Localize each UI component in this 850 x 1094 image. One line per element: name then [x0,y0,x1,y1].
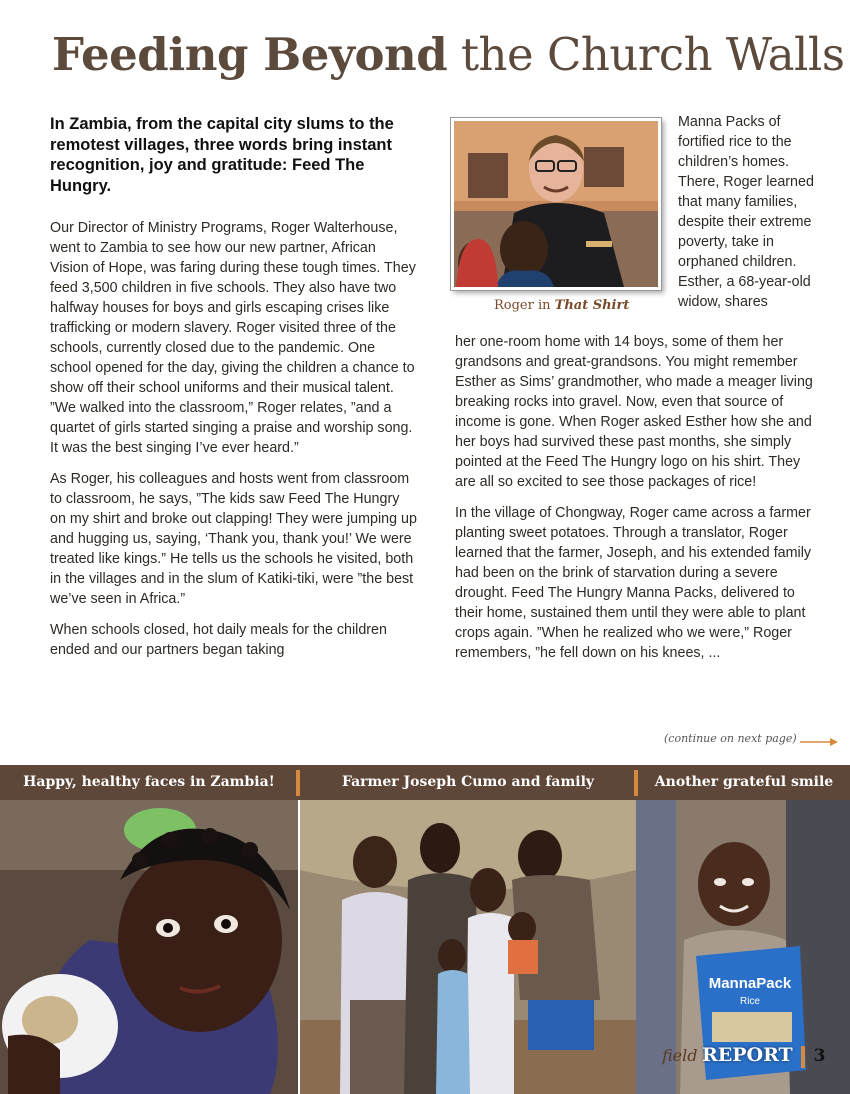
caption-prefix: Roger in [494,298,555,313]
page-footer [662,1044,825,1074]
roger-photo-caption [494,298,629,313]
footer-field: field [662,1046,698,1065]
paragraph: In the village of Chongway, Roger came across a farmer planting sweet potatoes. Through a translator, Roger learned that the farmer, Joseph, and his extended family had been on the brink of starvation during a severe drought. Feed The Hungry Manna Packs, delivered to their home, sustained them until they were able to plant crops again. ”When he realized who we were,” Roger remembers, ”he fell down on his knees, ... [455,505,812,661]
page-number: 3 [813,1046,826,1066]
arrow-right-icon [800,738,838,746]
paragraph: When schools closed, hot daily meals for the children ended and our partners began taking [50,622,387,658]
bag-sub-text: Rice [739,996,761,1007]
page-title [52,28,844,81]
right-column [455,332,819,674]
title-bold: Feeding Beyond [52,28,448,81]
paragraph: As Roger, his colleagues and hosts went from classroom to classroom, he says, ”The kids saw Feed The Hungry on my shirt and broke out clapping! They were jumping up and hugging us, saying, ‘Thank you, thank you!’ We were treated like kings.” He tells us the schools he visited, both in the villages and in the slum of Katiki-tiki, were ”the best we’ve seen in Africa.” [50,471,417,607]
title-rest: the Church Walls [447,28,845,81]
roger-photo [451,118,661,290]
left-column [50,218,418,671]
photo-caption-3: Another grateful smile [654,774,834,790]
caption-emphasis: That Shirt [554,298,630,313]
photo-caption-2: Farmer Joseph Cumo and family [341,774,595,790]
intro-lead: In Zambia, from the capital city slums to the remotest villages, three words bring instant recognition, joy and gratitude: Feed The Hungry. [50,115,394,195]
bag-brand-text: MannaPack [708,975,792,992]
photo-caption-1: Happy, healthy faces in Zambia! [23,774,275,790]
footer-divider [801,1046,805,1068]
continue-link[interactable]: (continue on next page) [664,732,797,745]
right-column-narrow: Manna Packs of fortified rice to the children’s homes. There, Roger learned that many families, despite their extreme poverty, take in orphaned children. Esther, a 68-year-old widow, shares [678,114,814,310]
photo-family [300,800,636,1094]
paragraph: Our Director of Ministry Programs, Roger Walterhouse, went to Zambia to see how our new partner, African Vision of Hope, was faring during these tough times. They feed 3,500 children in five schools. They also have two halfway houses for boys and girls escaping crises like trafficking or modern slavery. Roger visited three of the schools, currently closed due to the pandemic. One school opened for the day, giving the children a chance to show off their school uniforms and their musical talent. ”We walked into the classroom,” Roger relates, ”and a quartet of girls started singing a praise and worship song. It was the best singing I’ve ever heard.” [50,220,416,456]
photo-girl-eating [0,800,298,1094]
photo-caption-bar [0,765,850,800]
paragraph: her one-room home with 14 boys, some of them her grandsons and great-grandsons. You might remember Esther as Sims’ grandmother, who made a meager living breaking rocks into gravel. Now, even that source of income is gone. When Roger asked Esther how she and her boys had survived these past months, she simply pointed at the Feed The Hungry logo on his shirt. They are all so excited to see those packages of rice! [455,334,813,490]
footer-report: REPORT [701,1044,793,1066]
